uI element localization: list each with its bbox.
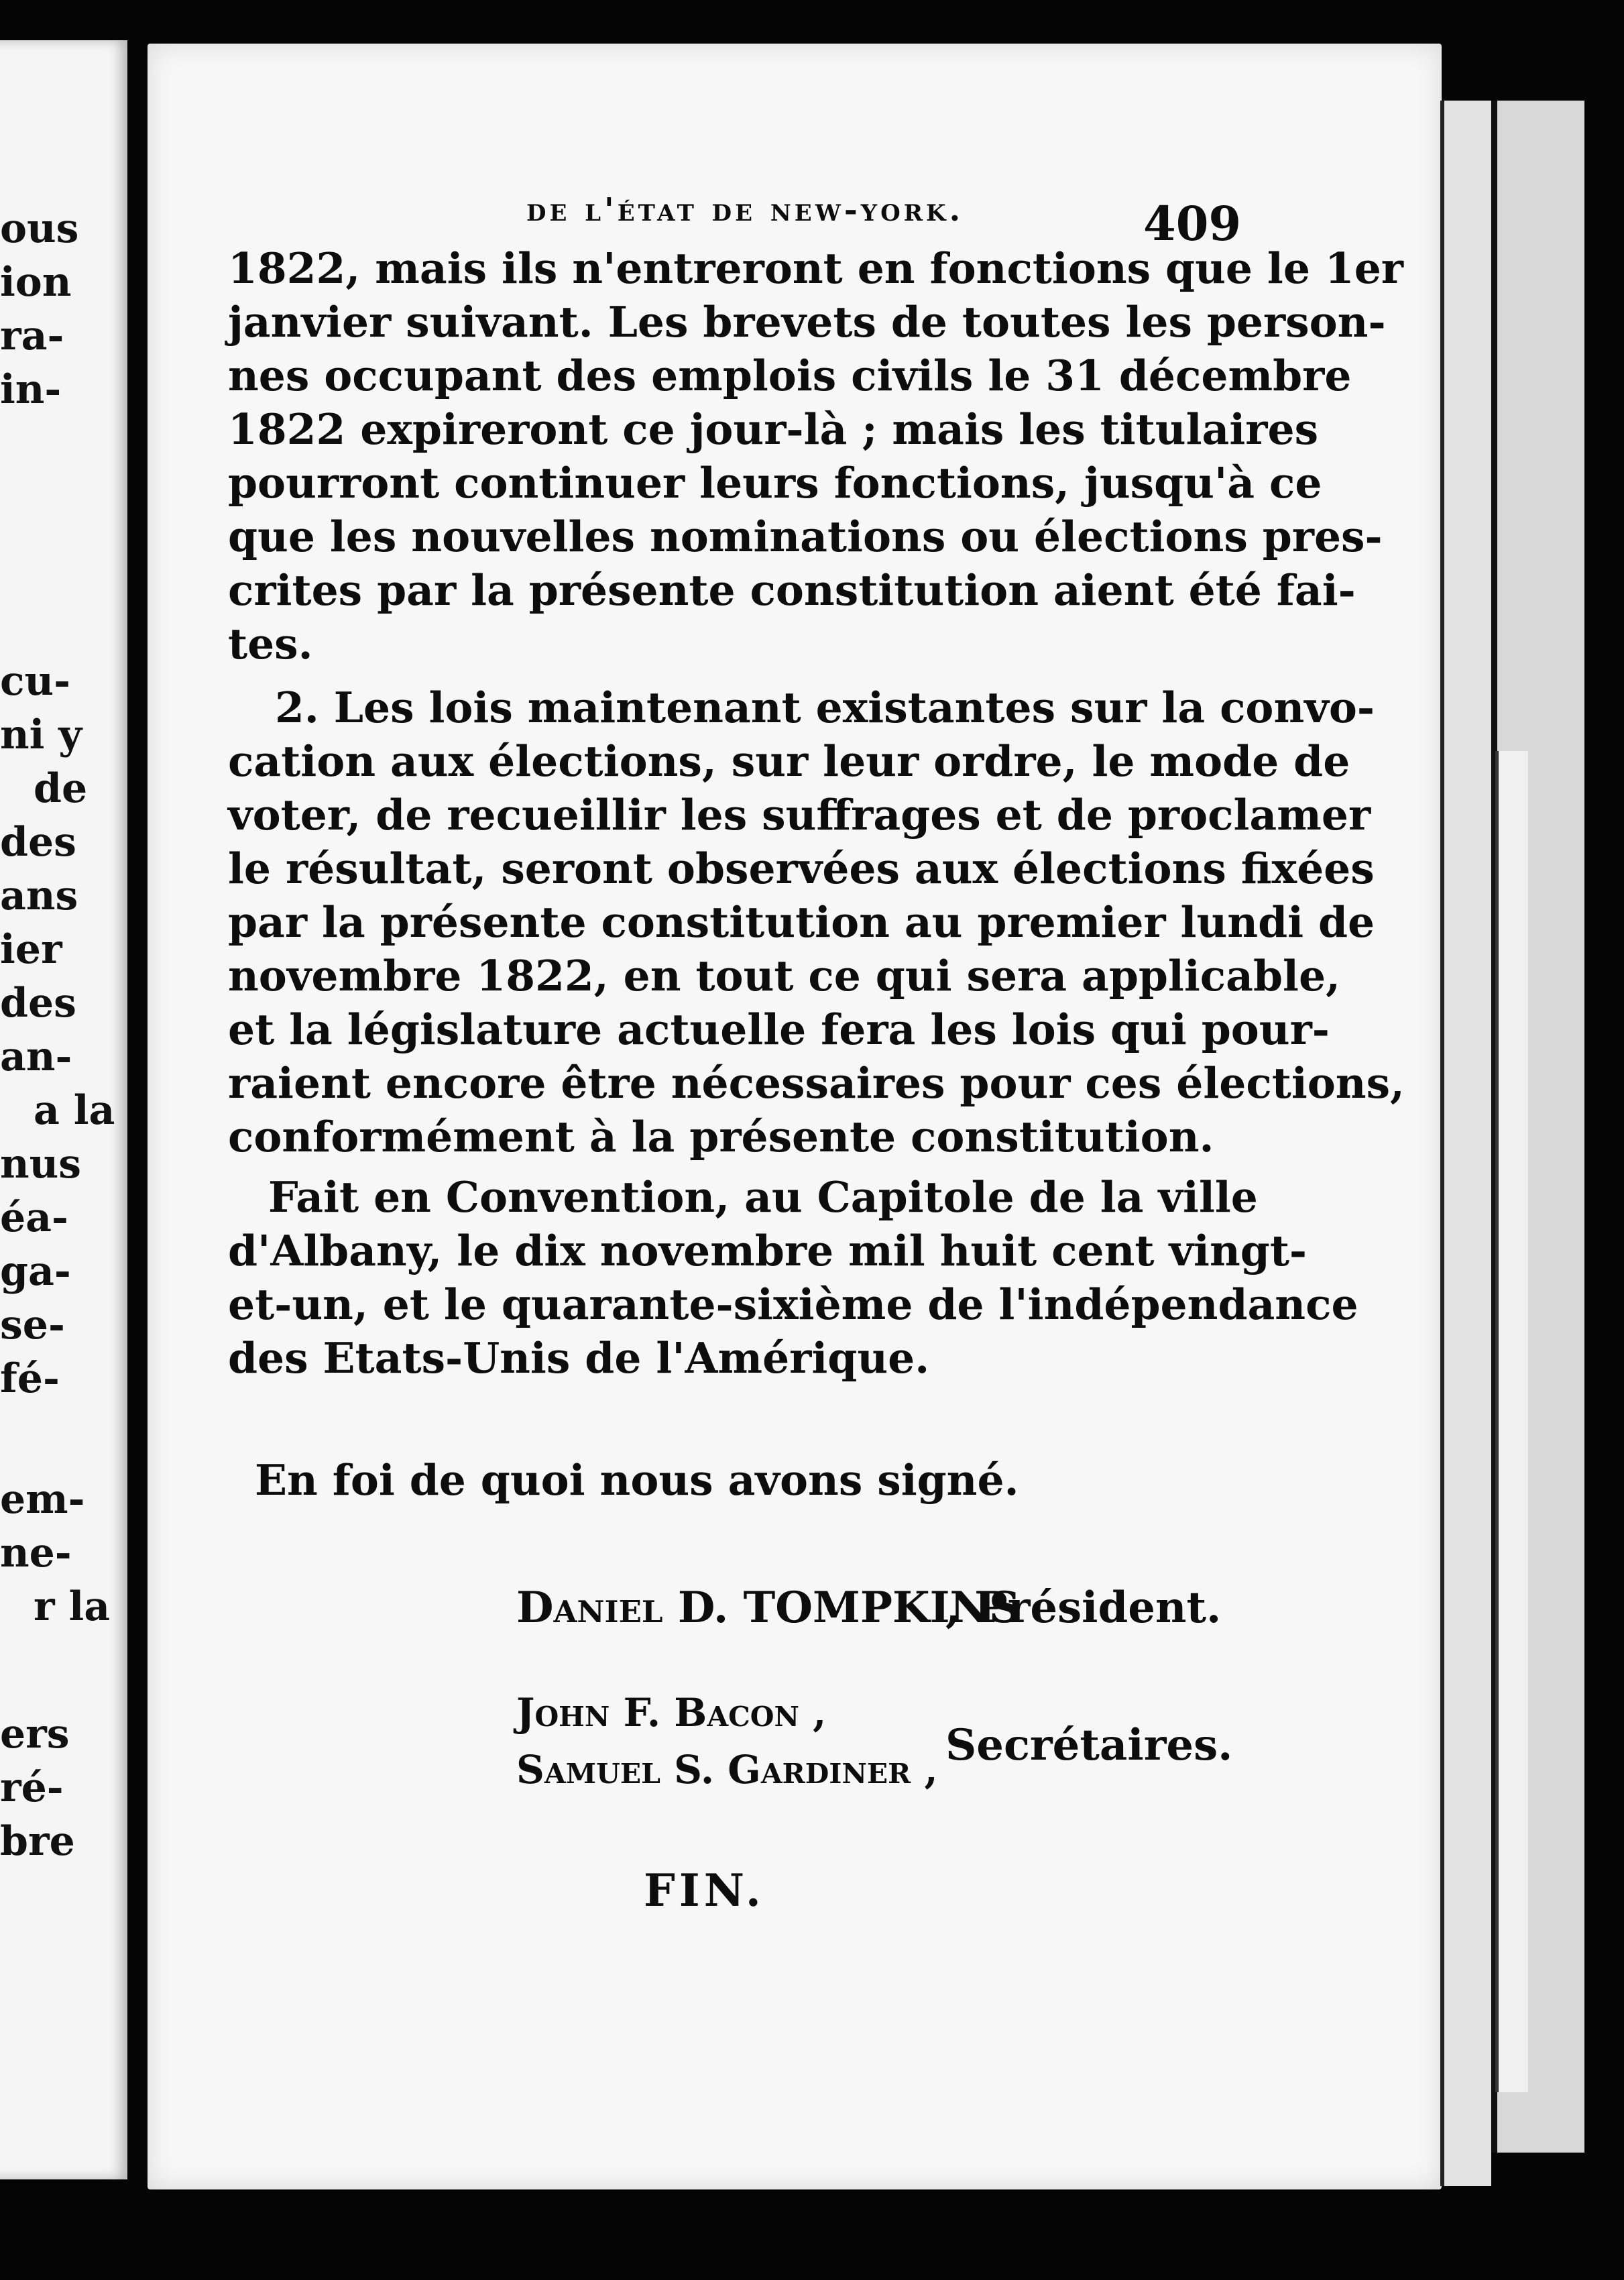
president-title: , Président. [945, 1583, 1222, 1633]
text-line: Fait en Convention, au Capitole de la ville [268, 1172, 1258, 1222]
attestation-line: En foi de quoi nous avons signé. [255, 1455, 1019, 1505]
text-line: et-un, et le quarante-sixième de l'indépendance [228, 1279, 1358, 1329]
left-page-text-fragment: ré- [0, 1764, 64, 1811]
secretary-name: Samuel S. Gardiner , [516, 1747, 938, 1792]
running-head: de l'état de new-york. [526, 191, 964, 229]
text-line: conformément à la présente constitution. [228, 1112, 1214, 1161]
secretary-name: John F. Bacon , [516, 1690, 827, 1735]
text-line: le résultat, seront observées aux élections fixées [228, 844, 1375, 893]
left-page-text-fragment: an- [0, 1033, 72, 1080]
text-line: nes occupant des emplois civils le 31 décembre [228, 351, 1352, 400]
text-line: pourront continuer leurs fonctions, jusqu'à ce [228, 458, 1322, 508]
left-page-text-fragment: ne- [0, 1530, 72, 1577]
left-page-text-fragment: ga- [0, 1248, 71, 1295]
left-page-text-fragment: se- [0, 1302, 65, 1349]
text-line: novembre 1822, en tout ce qui sera applicable, [228, 951, 1340, 1001]
president-name: Daniel D. TOMPKINS [516, 1583, 1021, 1633]
left-facing-page [0, 40, 127, 2179]
page-edge [1495, 751, 1528, 2092]
left-page-text-fragment: des [0, 819, 76, 866]
left-page-text-fragment: in- [0, 366, 62, 413]
text-line: crites par la présente constitution aient été fai- [228, 565, 1356, 615]
text-line: voter, de recueillir les suffrages et de proclamer [228, 790, 1371, 840]
left-page-text-fragment: ans [0, 872, 78, 919]
page-number: 409 [1143, 196, 1242, 251]
left-page-text-fragment: bre [0, 1818, 75, 1865]
left-page-text-fragment: a la [34, 1087, 115, 1134]
text-line: par la présente constitution au premier lundi de [228, 897, 1375, 947]
left-page-text-fragment: cu- [0, 658, 71, 705]
end-mark: FIN. [644, 1864, 765, 1917]
left-page-text-fragment: ion [0, 259, 72, 306]
left-page-text-fragment: r la [34, 1583, 111, 1630]
text-line: des Etats-Unis de l'Amérique. [228, 1333, 930, 1383]
text-line: 1822 expireront ce jour-là ; mais les titulaires [228, 404, 1319, 454]
left-page-text-fragment: fé- [0, 1355, 60, 1402]
text-line: raient encore être nécessaires pour ces élections, [228, 1058, 1405, 1108]
text-line: 1822, mais ils n'entreront en fonctions que le 1er [228, 243, 1403, 293]
text-line: 2. Les lois maintenant existantes sur la convo- [275, 683, 1375, 732]
text-line: que les nouvelles nominations ou élections pres- [228, 512, 1383, 561]
text-line: d'Albany, le dix novembre mil huit cent vingt- [228, 1226, 1308, 1275]
text-line: et la législature actuelle fera les lois qui pour- [228, 1005, 1330, 1054]
left-page-text-fragment: ers [0, 1711, 70, 1758]
left-page-text-fragment: ra- [0, 312, 64, 359]
left-page-text-fragment: nus [0, 1141, 82, 1188]
left-page-text-fragment: de [34, 765, 88, 812]
left-page-text-fragment: ni y [0, 711, 82, 758]
text-line: janvier suivant. Les brevets de toutes les person- [228, 297, 1386, 347]
page-edge [1440, 101, 1491, 2186]
left-page-text-fragment: des [0, 980, 76, 1027]
left-page-text-fragment: ier [0, 926, 62, 973]
secretaries-title: Secrétaires. [945, 1720, 1233, 1770]
left-page-text-fragment: ous [0, 205, 79, 252]
text-line: tes. [228, 619, 313, 669]
left-page-text-fragment: em- [0, 1476, 85, 1523]
text-line: cation aux élections, sur leur ordre, le mode de [228, 736, 1350, 786]
left-page-text-fragment: éa- [0, 1194, 68, 1241]
